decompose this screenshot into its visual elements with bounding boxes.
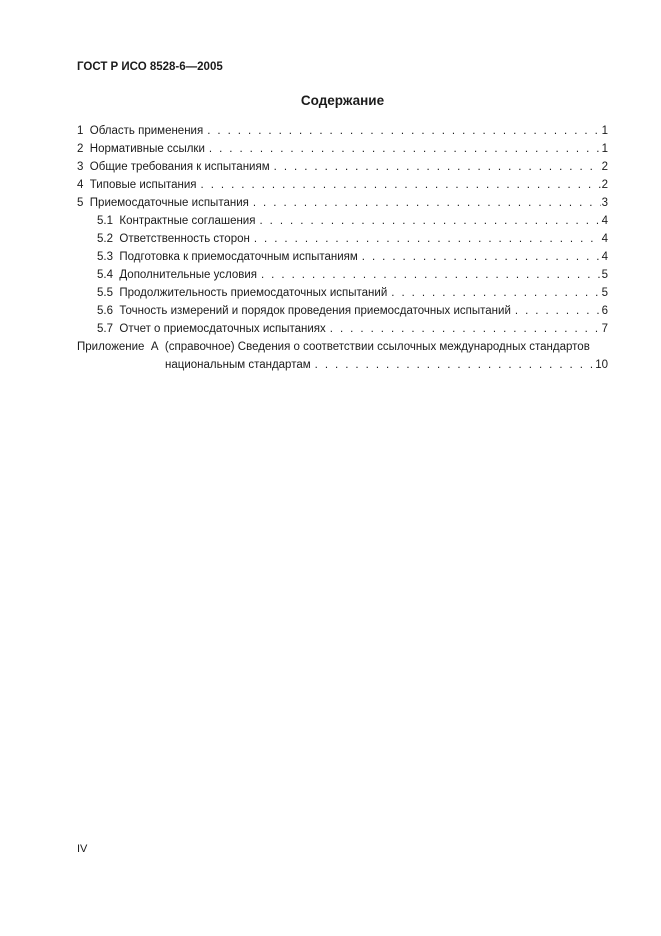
dot-leader [201,176,601,194]
toc-entry-label: 5 Приемосдаточные испытания [77,197,249,209]
dot-leader [209,140,601,158]
toc-page-number: 1 [601,143,608,155]
toc-entry [77,230,608,248]
toc-entry-label: 3 Общие требования к испытаниям [77,161,270,173]
dot-leader [253,194,601,212]
toc-page-number: 6 [601,305,608,317]
toc-entry [77,212,608,230]
toc-entry [77,122,608,140]
toc-entry [77,158,608,176]
toc-entry-label: 2 Нормативные ссылки [77,143,205,155]
toc-appendix-line2-label: национальным стандартам [165,359,311,371]
page-title: Содержание [300,93,385,108]
toc-page-number: 7 [601,323,608,335]
toc-page-number: 4 [601,233,608,245]
doc-designation: ГОСТ Р ИСО 8528-6—2005 [77,61,223,73]
toc-entry-label: 5.2 Ответственность сторон [97,233,250,245]
dot-leader [207,122,600,140]
toc-entry-label: 5.3 Подготовка к приемосдаточным испытаниям [97,251,358,263]
toc-entry-label: 5.1 Контрактные соглашения [97,215,256,227]
dot-leader [274,158,601,176]
dot-leader [330,320,601,338]
dot-leader [261,266,601,284]
toc-entry-label: 1 Область применения [77,125,204,137]
toc-entry-label: 5.6 Точность измерений и порядок проведения приемосдаточных испытаний [97,305,511,317]
toc-list [77,122,608,338]
toc-entry [77,302,608,320]
toc-page-number: 4 [601,215,608,227]
toc-entry [77,266,608,284]
toc-page-number: 3 [601,197,608,209]
toc-appendix-line1: Приложение А (справочное) Сведения о соответствии ссылочных международных стандартов [77,341,590,353]
toc-entry [77,176,608,194]
toc-entry [77,194,608,212]
toc-entry-label: 5.7 Отчет о приемосдаточных испытаниях [97,323,326,335]
toc-page-number: 5 [601,269,608,281]
dot-leader [315,356,595,374]
toc-entry-label: 5.4 Дополнительные условия [97,269,257,281]
toc-page-number: 5 [601,287,608,299]
toc-appendix-line2-row [77,356,608,374]
page-number-footer: IV [77,843,88,855]
dot-leader [254,230,601,248]
toc-page-number: 2 [601,161,608,173]
toc-entry [77,140,608,158]
toc-appendix-entry [77,338,608,374]
dot-leader [362,248,601,266]
toc-entry [77,320,608,338]
toc-entry-label: 4 Типовые испытания [77,179,197,191]
toc-entry [77,248,608,266]
toc-entry [77,284,608,302]
toc-entry-label: 5.5 Продолжительность приемосдаточных испытаний [97,287,388,299]
dot-leader [259,212,600,230]
toc-page-number: 1 [601,125,608,137]
toc-page-number: 2 [601,179,608,191]
dot-leader [515,302,601,320]
toc-page-number: 4 [601,251,608,263]
dot-leader [391,284,600,302]
toc-appendix-page-number: 10 [595,359,608,371]
